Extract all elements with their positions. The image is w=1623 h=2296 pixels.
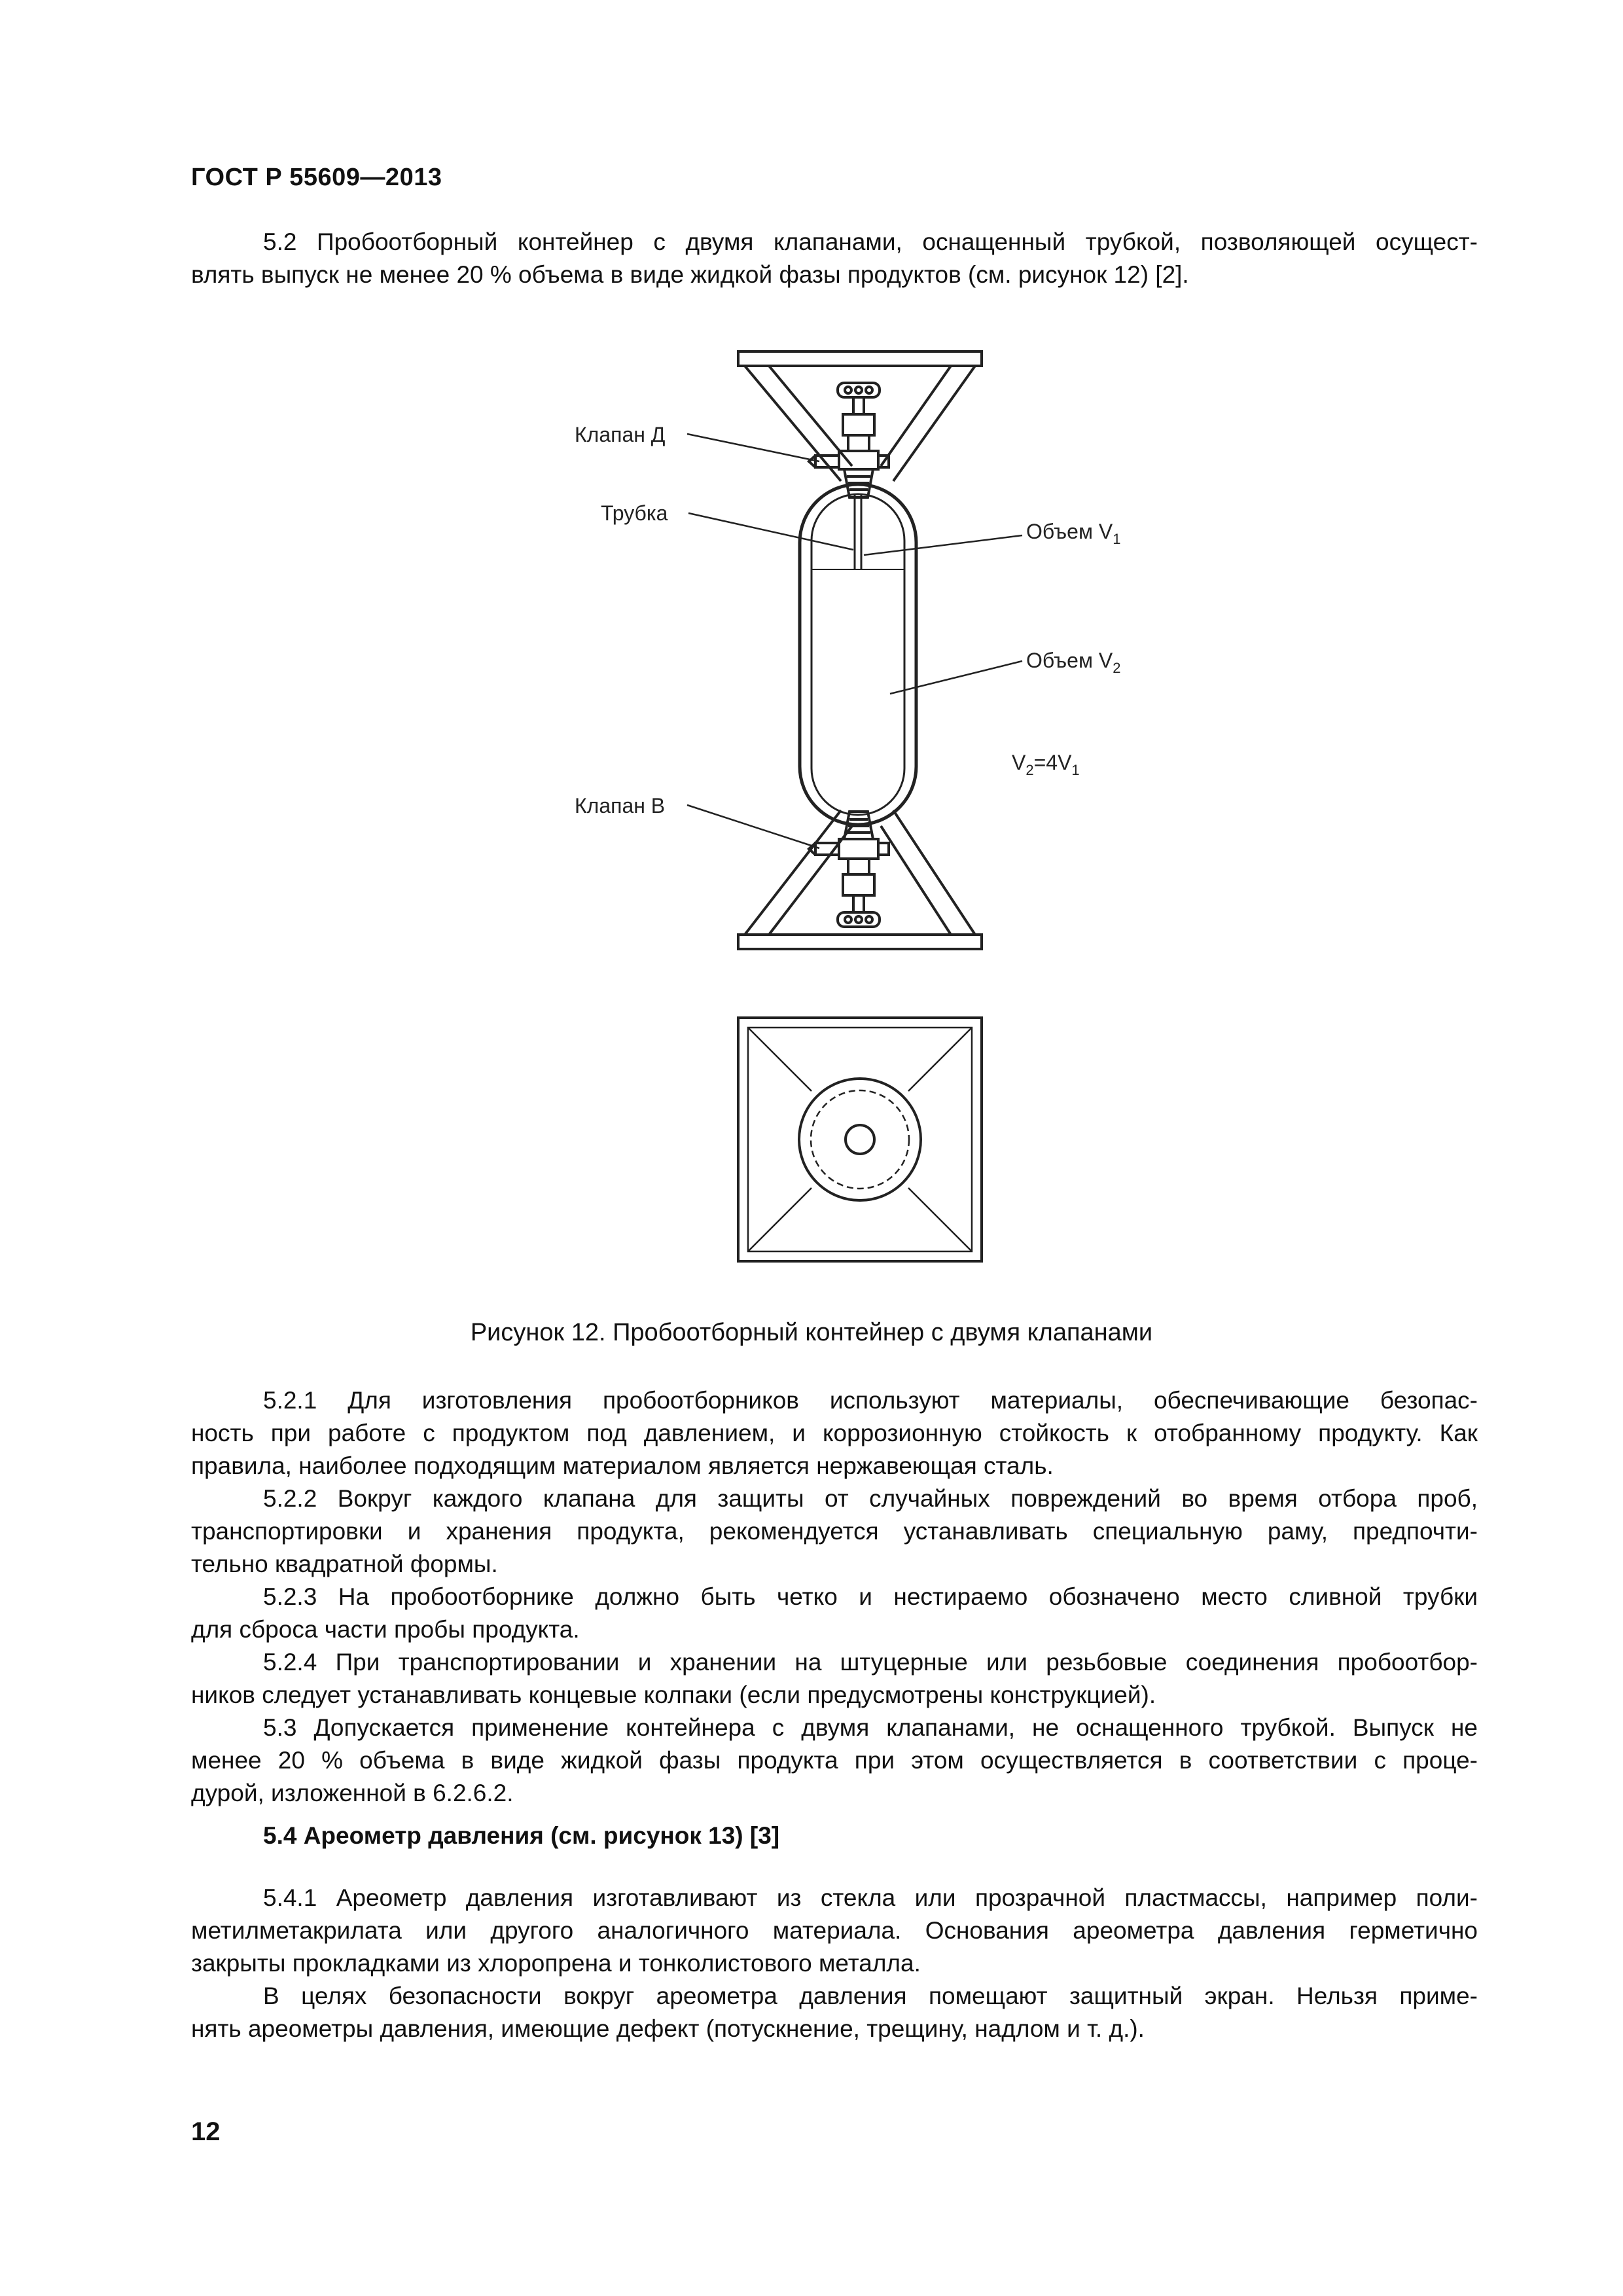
document-header: ГОСТ Р 55609—2013 [191, 164, 442, 191]
paragraph-5-2-1 [191, 1384, 1478, 1482]
text-line: влять выпуск не менее 20 % объема в виде жидкой фазы продуктов (см. рисунок 12) [2]. [191, 261, 1189, 288]
paragraph-5-3 [191, 1712, 1478, 1810]
bottom-frame [738, 810, 982, 949]
text-line: для сброса части пробы продукта. [191, 1616, 580, 1643]
text-line: 5.4.1 Ареометр давления изготавливают из стекла или прозрачной пластмассы, например поли- [263, 1884, 1478, 1911]
text-line: 5.2.4 При транспортировании и хранении на штуцерные или резьбовые соединения пробоотбор- [263, 1649, 1478, 1676]
paragraph-safety [191, 1980, 1478, 2045]
text-line: транспортировки и хранения продукта, рекомендуется устанавливать специальную раму, предпочти- [191, 1518, 1478, 1545]
text-line: 5.2.2 Вокруг каждого клапана для защиты от случайных повреждений во время отбора проб, [263, 1485, 1478, 1512]
text-line: закрыты прокладками из хлоропрена и тонколистового металла. [191, 1950, 921, 1977]
text-line: 5.3 Допускается применение контейнера с двумя клапанами, не оснащенного трубкой. Выпуск не [263, 1714, 1478, 1741]
text-line: 5.2.1 Для изготовления пробоотборников используют материалы, обеспечивающие безопас- [263, 1387, 1478, 1414]
page-number: 12 [191, 2117, 221, 2146]
heading-text: 5.4 Ареометр давления (см. рисунок 13) [3] [263, 1822, 780, 1849]
label-valve-v: Клапан В [575, 794, 666, 817]
text-line: дурой, изложенной в 6.2.6.2. [191, 1780, 514, 1806]
plan-view [738, 1018, 982, 1261]
paragraph-5-4-1 [191, 1882, 1478, 1980]
text-line: менее 20 % объема в виде жидкой фазы продукта при этом осуществляется в соответствии с проце- [191, 1747, 1478, 1774]
text-line: 5.2.3 На пробоотборнике должно быть четко и нестираемо обозначено место сливной трубки [263, 1583, 1478, 1610]
label-volume-1: Объем $V_1$ [1026, 520, 1121, 547]
tube [855, 494, 861, 569]
text-line: тельно квадратной формы. [191, 1551, 498, 1577]
text-line: 5.2 Пробоотборный контейнер с двумя клапанами, оснащенный трубкой, позволяющей осущест- [263, 228, 1478, 255]
label-volume-2: Объем $V_2$ [1026, 649, 1121, 676]
label-valve-d: Клапан Д [575, 423, 666, 446]
figure-caption: Рисунок 12. Пробоотборный контейнер с двумя клапанами [470, 1319, 1153, 1346]
text-line: правила, наиболее подходящим материалом является нержавеющая сталь. [191, 1452, 1054, 1479]
container-body [800, 484, 916, 825]
label-tube: Трубка [601, 501, 668, 525]
section-heading-5-4 [191, 1820, 1478, 1852]
paragraph-5-2-2 [191, 1482, 1478, 1581]
text-line: метилметакрилата или другого аналогичного материала. Основания ареометра давления герметично [191, 1917, 1478, 1944]
text-line: ность при работе с продуктом под давлением, и коррозионную стойкость к отобранному продукту. Как [191, 1420, 1478, 1446]
text-line: ников следует устанавливать концевые колпаки (если предусмотрены конструкцией). [191, 1681, 1156, 1708]
label-volume-relation: $V_2=4V_1$ [1012, 751, 1080, 778]
text-line: В целях безопасности вокруг ареометра давления помещают защитный экран. Нельзя приме- [263, 1982, 1478, 2009]
paragraph-5-2-3 [191, 1581, 1478, 1646]
text-line: нять ареометры давления, имеющие дефект (потускнение, трещину, надлом и т. д.). [191, 2015, 1145, 2042]
paragraph-5-2-4 [191, 1646, 1478, 1712]
top-valve-assembly [809, 383, 889, 497]
top-frame [738, 351, 982, 481]
